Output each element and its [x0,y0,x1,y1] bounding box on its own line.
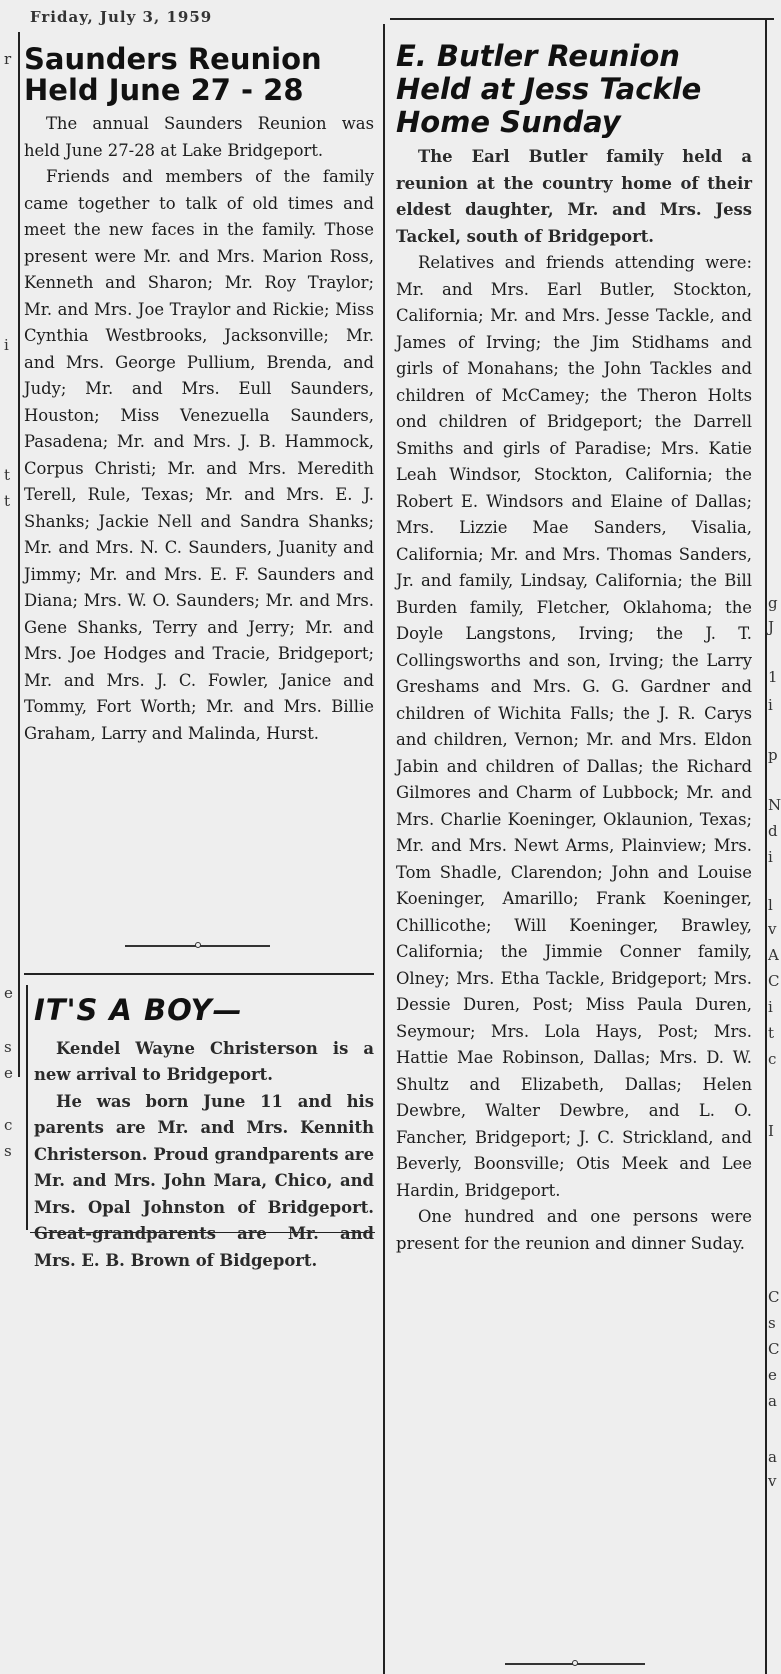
saunders-paragraph-1: The annual Saunders Reunion was held June 27-28 at Lake Bridgeport. [24,114,374,160]
butler-end-divider [505,1663,645,1665]
saunders-body [24,111,374,747]
boy-paragraph-2: He was born June 11 and his parents are Mr. and Mrs. Kennith Christerson. Proud grandparents are Mr. and Mrs. John Mara, Chico, and Mrs. Opal Johnston of Bridgeport. Great-grandparents are Mr. and Mrs. E. B. Brown of Bidgeport. [34,1091,374,1270]
saunders-article [24,44,374,747]
section-rule [24,973,374,975]
butler-paragraph-1: The Earl Butler family held a reunion at the country home of their eldest daughter, Mr. and Mrs. Jess Tackel, south of Bridgeport. [396,147,752,246]
saunders-paragraph-2: Friends and members of the family came together to talk of old times and meet the new faces in the family. Those present were Mr. and Mrs. Marion Ross, Kenneth and Sharon; Mr. Roy Traylor; Mr. and Mrs. Joe Traylor and Rickie; Miss Cynthia Westbrooks, Jacksonville; Mr. and Mrs. George Pullium, Brenda, and Judy; Mr. and Mrs. Eull Saunders, Houston; Miss Venezuella Saunders, Pasadena; Mr. and Mrs. J. B. Hammock, Corpus Christi; Mr. and Mrs. Meredith Terell, Rule, Texas; Mr. and Mrs. E. J. Shanks; Jackie Nell and Sandra Shanks; Mr. and Mrs. N. C. Saunders, Juanity and Jimmy; Mr. and Mrs. E. F. Saunders and Diana; Mrs. W. O. Saunders; Mr. and Mrs. Gene Shanks, Terry and Jerry; Mr. and Mrs. Joe Hodges and Tracie, Bridgeport; Mr. and Mrs. J. C. Fowler, Janice and Tommy, Fort Worth; Mr. and Mrs. Billie Graham, Larry and Malinda, Hurst. [24,167,374,743]
saunders-headline-line1: Saunders Reunion [24,42,322,76]
dateline: Friday, July 3, 1959 [30,8,213,26]
boy-body [34,1036,374,1275]
boy-article [34,995,374,1274]
butler-paragraph-3: One hundred and one persons were present for the reunion and dinner Suday. [396,1207,752,1253]
center-column-rule [383,24,385,1674]
butler-article [396,40,752,1257]
right-edge-rule [765,20,767,1674]
butler-paragraph-2: Relatives and friends attending were: Mr. and Mrs. Earl Butler, Stockton, California; Mr. and Mrs. Jesse Tackle, and James of Irving; the Jim Stidhams and girls of Monahans; the John Tackles and children of McCamey; the Theron Holts ond children of Bridgeport; the Darrell Smiths and girls of Paradise; Mrs. Katie Leah Windsor, Stockton, California; the Robert E. Windsors and Elaine of Dallas; Mrs. Lizzie Mae Sanders, Visalia, California; Mr. and Mrs. Thomas Sanders, Jr. and family, Lindsay, California; the Bill Burden family, Fletcher, Oklahoma; the Doyle Langstons, Irving; the J. T. Collingsworths and son, Irving; the Larry Greshams and Mrs. G. G. Gardner and children of Wichita Falls; the J. R. Carys and children, Vernon; Mr. and Mrs. Eldon Jabin and children of Dallas; the Richard Gilmores and Charm of Lubbock; Mr. and Mrs. Charlie Koeninger, Oklaunion, Texas; Mr. and Mrs. Newt Arms, Plainview; Mrs. Tom Shadle, Clarendon; John and Louise Koeninger, Amarillo; Frank Koeninger, Chillicothe; Will Koeninger, Brawley, California; the Jimmie Conner family, Olney; Mrs. Etha Tackle, Bridgeport; Mrs. Dessie Duren, Post; Miss Paula Duren, Seymour; Mrs. Lola Hays, Post; Mrs. Hattie Mae Robinson, Dallas; Mrs. D. W. Shultz and Elizabeth, Dallas; Helen Dewbre, Walter Dewbre, and L. O. Fancher, Bridgeport; J. C. Strickland, and Beverly, Boonsville; Otis Meek and Lee Hardin, Bridgeport. [396,253,752,1200]
boy-headline: IT'S A BOY— [34,993,243,1027]
butler-headline-line2: Held at Jess Tackle [396,71,702,106]
butler-headline-line1: E. Butler Reunion [396,39,680,73]
saunders-headline [24,44,374,105]
butler-body [396,144,752,1257]
top-rule [390,18,774,20]
saunders-headline-line2: Held June 27 - 28 [24,72,304,107]
butler-headline [396,40,752,138]
boy-column-rule [26,985,28,1230]
saunders-end-divider [125,945,270,947]
butler-headline-line3: Home Sunday [396,104,621,139]
boy-paragraph-1: Kendel Wayne Christerson is a new arrival to Bridgeport. [34,1038,374,1085]
left-column-rule [18,32,20,1077]
